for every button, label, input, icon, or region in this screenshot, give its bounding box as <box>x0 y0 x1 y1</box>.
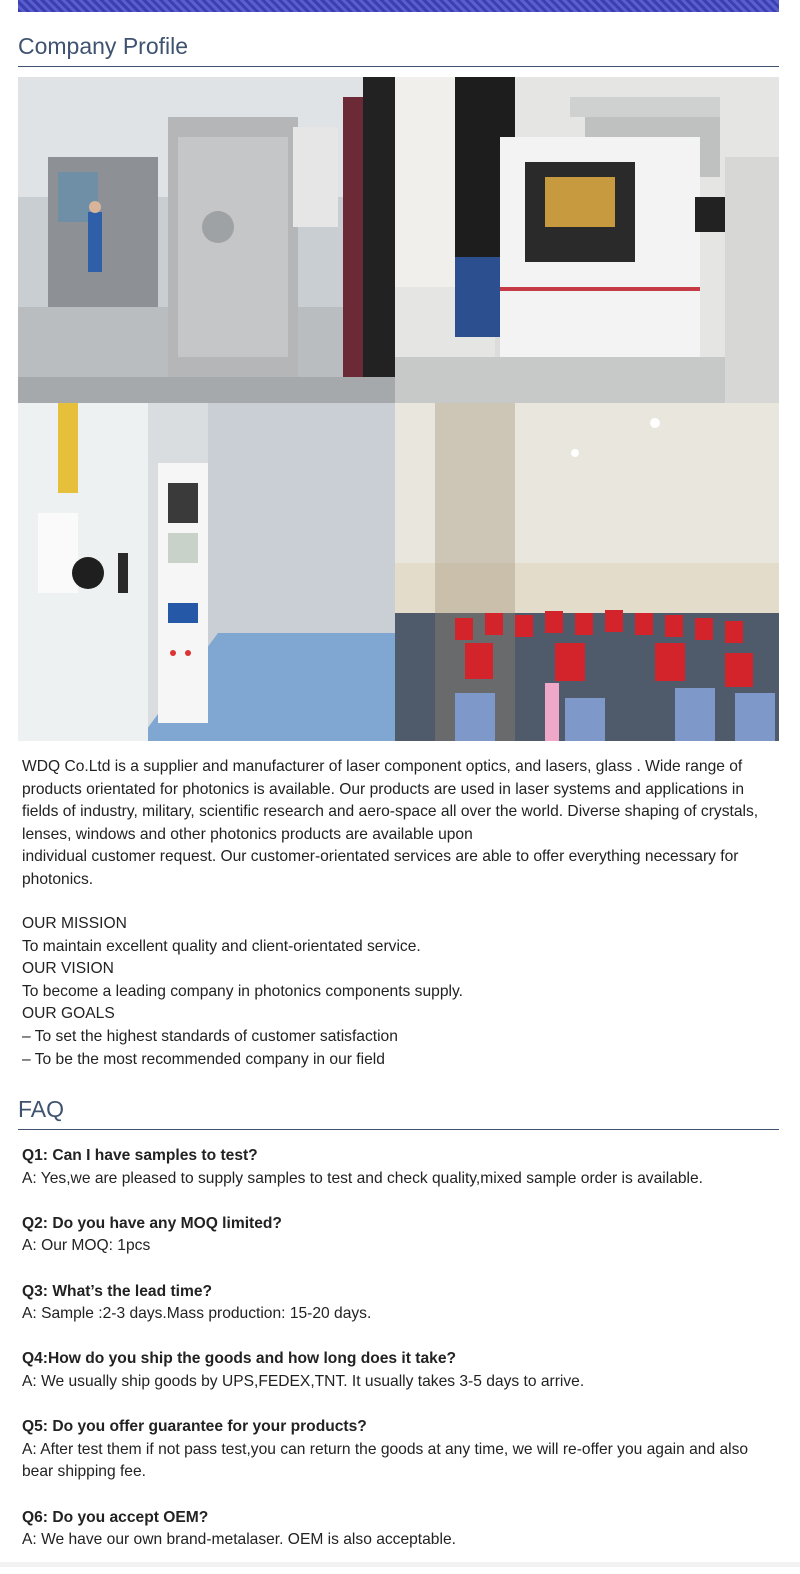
bottom-divider <box>0 1562 800 1567</box>
mission-text: To maintain excellent quality and client-orientated service. <box>22 937 421 955</box>
faq-question: Q2: Do you have any MOQ limited? <box>22 1214 282 1232</box>
company-intro <box>22 756 782 892</box>
vision-text: To become a leading company in photonics components supply. <box>22 982 463 1000</box>
faq-question: Q3: What’s the lead time? <box>22 1282 213 1300</box>
faq-question: Q5: Do you offer guarantee for your products? <box>22 1418 367 1436</box>
top-banner <box>18 0 779 12</box>
coating-chamber-photo <box>18 403 395 741</box>
faq-item <box>22 1145 782 1190</box>
faq-question: Q4:How do you ship the goods and how long does it take? <box>22 1350 457 1368</box>
faq-answer: A: Sample :2-3 days.Mass production: 15-20 days. <box>22 1305 372 1323</box>
faq-item <box>22 1416 782 1484</box>
intro-paragraph-2: individual customer request. Our customer-orientated services are able to offer everything necessary for photonics. <box>22 848 739 888</box>
laser-machine-photo <box>395 77 779 403</box>
faq-title: FAQ <box>18 1095 779 1130</box>
company-profile-title: Company Profile <box>18 32 779 67</box>
faq-answer: A: After test them if not pass test,you can return the goods at any time, we will re-offer you again and also bear shipping fee. <box>22 1440 749 1481</box>
photo-grid <box>18 77 779 741</box>
goal-item: – To set the highest standards of customer satisfaction <box>22 1027 398 1045</box>
faq-question: Q1: Can I have samples to test? <box>22 1147 258 1164</box>
mission-heading: OUR MISSION <box>22 915 127 932</box>
staff-meeting-photo <box>395 403 779 741</box>
intro-paragraph-1: WDQ Co.Ltd is a supplier and manufacturer of laser component optics, and lasers, glass . Wide range of products orientated for photonics is available. Our products are used in laser systems and applications in fields of industry, military, scientific research and aero-space all over the world. Diverse shaping of crystals, lenses, windows and other photonics products are available upon <box>22 758 759 843</box>
goals-heading: OUR GOALS <box>22 1005 115 1023</box>
faq-item <box>22 1213 782 1258</box>
faq-question: Q6: Do you accept OEM? <box>22 1508 209 1526</box>
faq-item <box>22 1348 782 1393</box>
faq-item <box>22 1281 782 1326</box>
faq-item <box>22 1507 782 1552</box>
goal-item: – To be the most recommended company in our field <box>22 1050 385 1068</box>
faq-answer: A: Yes,we are pleased to supply samples to test and check quality,mixed sample order is available. <box>22 1169 704 1187</box>
faq-answer: A: We usually ship goods by UPS,FEDEX,TNT. It usually takes 3-5 days to arrive. <box>22 1372 585 1390</box>
faq-answer: A: Our MOQ: 1pcs <box>22 1237 151 1255</box>
faq-list <box>22 1145 782 1574</box>
faq-answer: A: We have our own brand-metalaser. OEM is also acceptable. <box>22 1531 456 1549</box>
cleanroom-machines-photo <box>18 77 395 403</box>
vision-heading: OUR VISION <box>22 960 114 978</box>
mission-vision-goals <box>22 913 782 1071</box>
